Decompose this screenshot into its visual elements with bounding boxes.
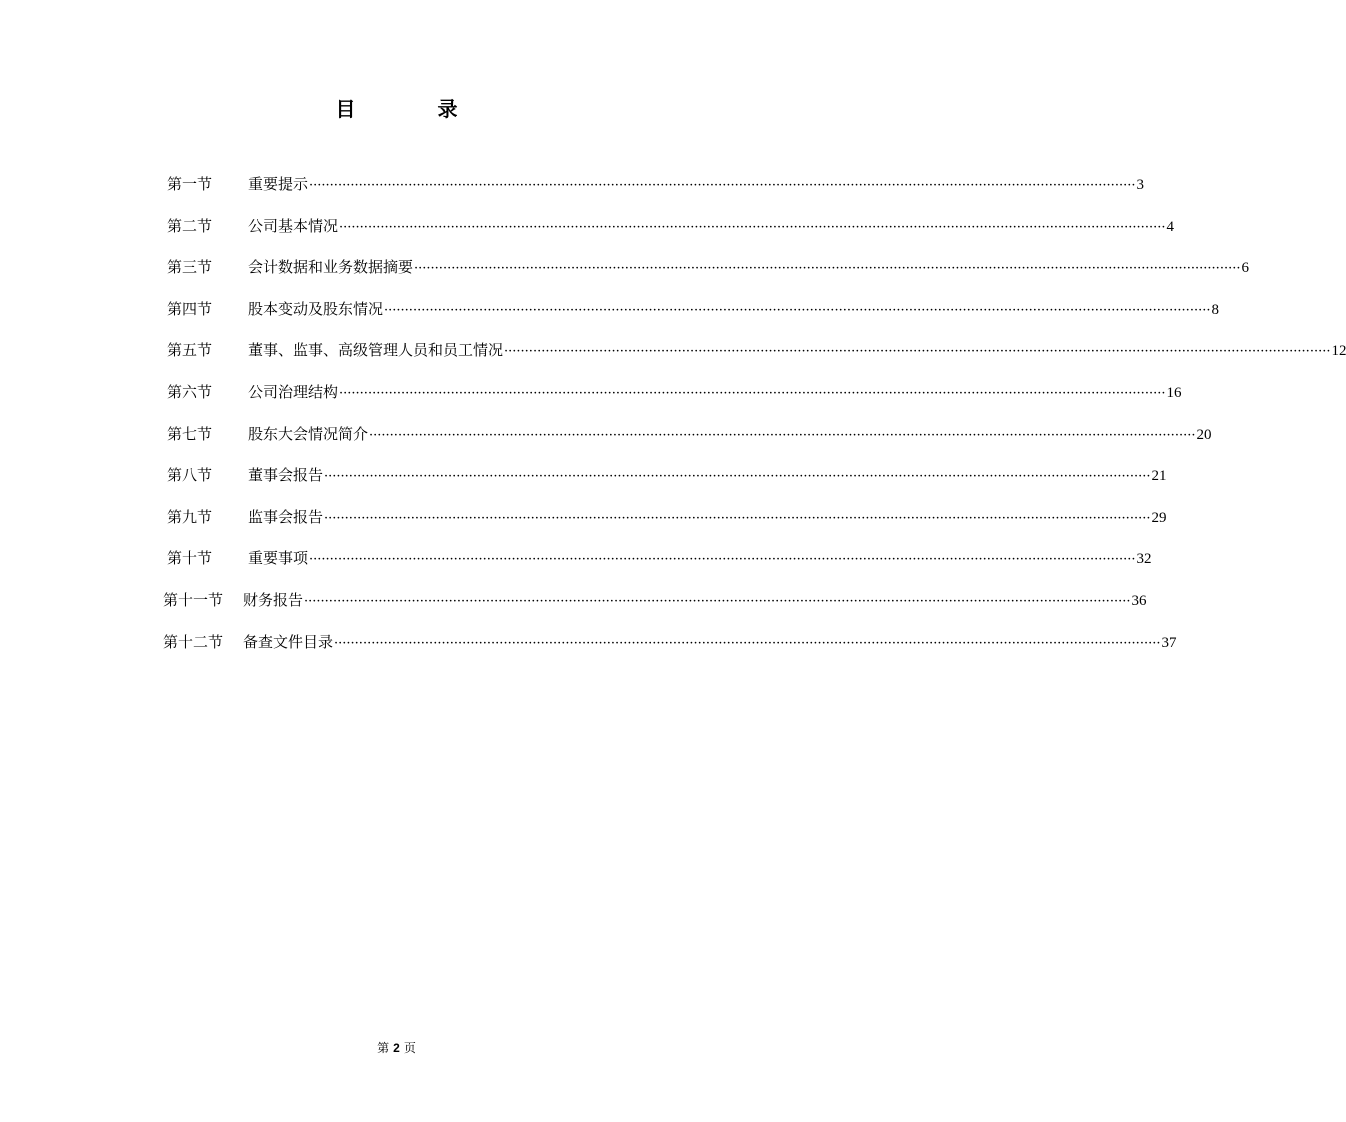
toc-title-part2: 录 (437, 97, 458, 121)
toc-section-label: 第五节 (167, 341, 213, 360)
toc-leader-dots: ········································································································································································································ (339, 219, 1166, 235)
toc-section-label: 第二节 (167, 216, 213, 235)
toc-entry-title: 会计数据和业务数据摘要 (248, 258, 414, 277)
toc-entry-title: 董事、监事、高级管理人员和员工情况 (248, 341, 504, 360)
toc-entry-title: 股本变动及股东情况 (248, 299, 384, 318)
table-of-contents (0, 172, 1346, 671)
toc-entry-title: 监事会报告 (248, 507, 324, 526)
toc-leader-dots: ········································································································································································································ (324, 510, 1151, 526)
toc-leader-dots: ········································································································································································································ (309, 178, 1136, 193)
footer-suffix: 页 (403, 1041, 416, 1055)
toc-page-number: 16 (1166, 384, 1182, 401)
toc-page-number: 21 (1151, 468, 1167, 485)
toc-leader-dots: ········································································································································································································ (384, 302, 1211, 318)
toc-leader-dots: ········································································································································································································ (414, 261, 1241, 277)
toc-entry-title: 重要事项 (248, 549, 309, 568)
page-footer (0, 1040, 793, 1056)
toc-leader-dots: ········································································································································································································ (324, 469, 1151, 485)
toc-section-label: 第七节 (167, 424, 213, 443)
toc-entry-9[interactable] (0, 505, 1167, 547)
toc-entry-10[interactable] (0, 546, 1152, 588)
toc-entry-6[interactable] (0, 380, 1182, 422)
toc-section-label: 第一节 (167, 175, 213, 193)
toc-page-number: 36 (1131, 592, 1147, 609)
toc-entry-title: 重要提示 (248, 175, 309, 193)
toc-page-number: 4 (1166, 218, 1174, 235)
toc-leader-dots: ········································································································································································································ (339, 385, 1166, 401)
toc-entry-2[interactable] (0, 214, 1174, 256)
toc-entry-title: 公司治理结构 (248, 382, 339, 401)
toc-page-number: 8 (1211, 301, 1219, 318)
toc-title (0, 96, 793, 122)
footer-page-number: 2 (393, 1041, 400, 1055)
toc-entry-title: 公司基本情况 (248, 216, 339, 235)
toc-entry-5[interactable] (0, 338, 1346, 380)
toc-page-number: 3 (1136, 177, 1144, 193)
toc-entry-3[interactable] (0, 255, 1249, 297)
toc-leader-dots: ········································································································································································································ (334, 635, 1161, 651)
toc-page-number: 6 (1241, 260, 1249, 277)
toc-leader-dots: ········································································································································································································ (369, 427, 1196, 443)
toc-entry-title: 股东大会情况简介 (248, 424, 369, 443)
toc-entry-4[interactable] (0, 297, 1219, 339)
toc-page-number: 12 (1331, 343, 1346, 360)
toc-entry-title: 董事会报告 (248, 466, 324, 485)
toc-entry-11[interactable] (0, 588, 1147, 630)
toc-section-label: 第十二节 (163, 632, 224, 651)
toc-entry-8[interactable] (0, 463, 1167, 505)
toc-leader-dots: ········································································································································································································ (304, 593, 1131, 609)
toc-section-label: 第六节 (167, 382, 213, 401)
footer-prefix: 第 (377, 1041, 390, 1055)
toc-page-number: 32 (1136, 551, 1152, 568)
toc-entry-7[interactable] (0, 422, 1212, 464)
toc-title-part1: 目 (335, 97, 356, 121)
toc-section-label: 第四节 (167, 299, 213, 318)
toc-page-number: 37 (1161, 634, 1177, 651)
toc-entry-12[interactable] (0, 630, 1177, 672)
toc-entry-title: 备查文件目录 (243, 632, 334, 651)
toc-leader-dots: ········································································································································································································ (504, 344, 1331, 360)
toc-section-label: 第十节 (167, 549, 213, 568)
toc-entry-title: 财务报告 (243, 590, 304, 609)
toc-section-label: 第十一节 (163, 590, 224, 609)
toc-section-label: 第九节 (167, 507, 213, 526)
toc-section-label: 第三节 (167, 258, 213, 277)
toc-page-number: 29 (1151, 509, 1167, 526)
toc-section-label: 第八节 (167, 466, 213, 485)
toc-page-number: 20 (1196, 426, 1212, 443)
toc-leader-dots: ········································································································································································································ (309, 552, 1136, 568)
toc-entry-1[interactable] (0, 172, 1144, 214)
